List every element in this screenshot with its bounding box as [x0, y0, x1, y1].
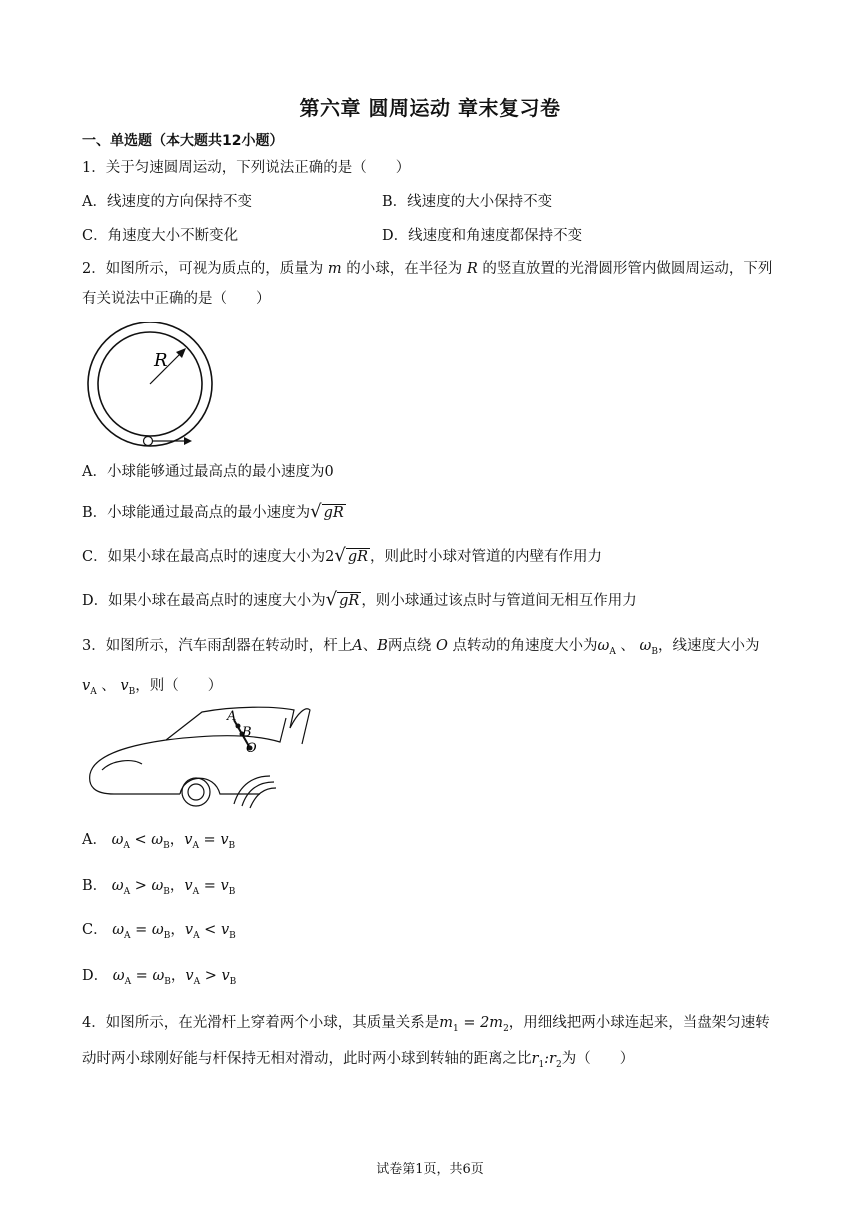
windshield: [166, 718, 286, 742]
question-3-option-c: C． $\omega_A = \omega_B$，$v_A < v_B$: [82, 922, 236, 941]
label-o: O: [246, 741, 257, 756]
question-3-option-a: A． $\omega_A < \omega_B$，$v_A = v_B$: [82, 832, 236, 851]
page-footer: 试卷第1页，共6页: [376, 1162, 484, 1177]
front-wheel-hub: [188, 784, 204, 800]
question-1-option-d: D．线速度和角速度都保持不变: [382, 228, 583, 244]
question-3-stem-line1: 3．如图所示，汽车雨刮器在转动时，杆上A、B两点绕 O 点转动的角速度大小为$\omega_A$ 、 $\omega_B$，线速度大小为: [82, 638, 760, 657]
car-side: [180, 778, 260, 794]
front-wheel: [182, 778, 210, 806]
question-2-option-b: B．小球能通过最高点的最小速度为√ gR: [82, 501, 344, 522]
question-2-option-a: A．小球能够通过最高点的最小速度为0: [82, 464, 334, 480]
label-a: A: [227, 709, 237, 724]
wheel-arc-3: [250, 788, 276, 808]
label-b: B: [242, 725, 252, 740]
velocity-arrow-icon: [184, 437, 192, 445]
question-1-option-c: C．角速度大小不断变化: [82, 228, 239, 244]
car-wiper-figure: [84, 704, 314, 810]
question-1-stem: 1．关于匀速圆周运动，下列说法正确的是（ ）: [82, 160, 411, 176]
car-front-bumper: [90, 774, 180, 794]
car-body-outline: [90, 707, 294, 774]
question-2-option-d: D．如果小球在最高点时的速度大小为√ gR ，则小球通过该点时与管道间无相互作用力: [82, 589, 637, 610]
question-3-option-b: B． $\omega_A > \omega_B$，$v_A = v_B$: [82, 878, 236, 897]
section-heading: 一、单选题（本大题共12小题）: [82, 133, 284, 149]
page-title: 第六章 圆周运动 章末复习卷: [299, 96, 561, 120]
ball: [144, 437, 153, 446]
question-3-stem-line2: $v_A$ 、 $v_B$，则（ ）: [82, 678, 223, 697]
question-1-option-a: A．线速度的方向保持不变: [82, 194, 252, 210]
question-2-option-c: C．如果小球在最高点时的速度大小为2√ gR ，则此时小球对管道的内壁有作用力: [82, 545, 603, 566]
point-a: [236, 724, 241, 729]
question-3-option-d: D． $\omega_A = \omega_B$，$v_A > v_B$: [82, 968, 237, 987]
radius-label: R: [154, 350, 168, 371]
question-4-stem: 4．如图所示，在光滑杆上穿着两个小球，其质量关系是$m_1 = 2m_2$，用细线把两小球连起来，当盘架匀速转动时两小球刚好能与杆保持无相对滑动，此时两小球到转轴的距离之比$r_1:r_2$为（ ）: [82, 1015, 770, 1070]
question-1-option-b: B．线速度的大小保持不变: [382, 194, 553, 210]
question-2-stem: 2．如图所示，可视为质点的，质量为 m 的小球，在半径为 R 的竖直放置的光滑圆形管内做圆周运动，下列有关说法中正确的是（ ）: [82, 261, 773, 307]
circular-tube-figure: [82, 322, 222, 452]
headlight: [102, 761, 142, 770]
